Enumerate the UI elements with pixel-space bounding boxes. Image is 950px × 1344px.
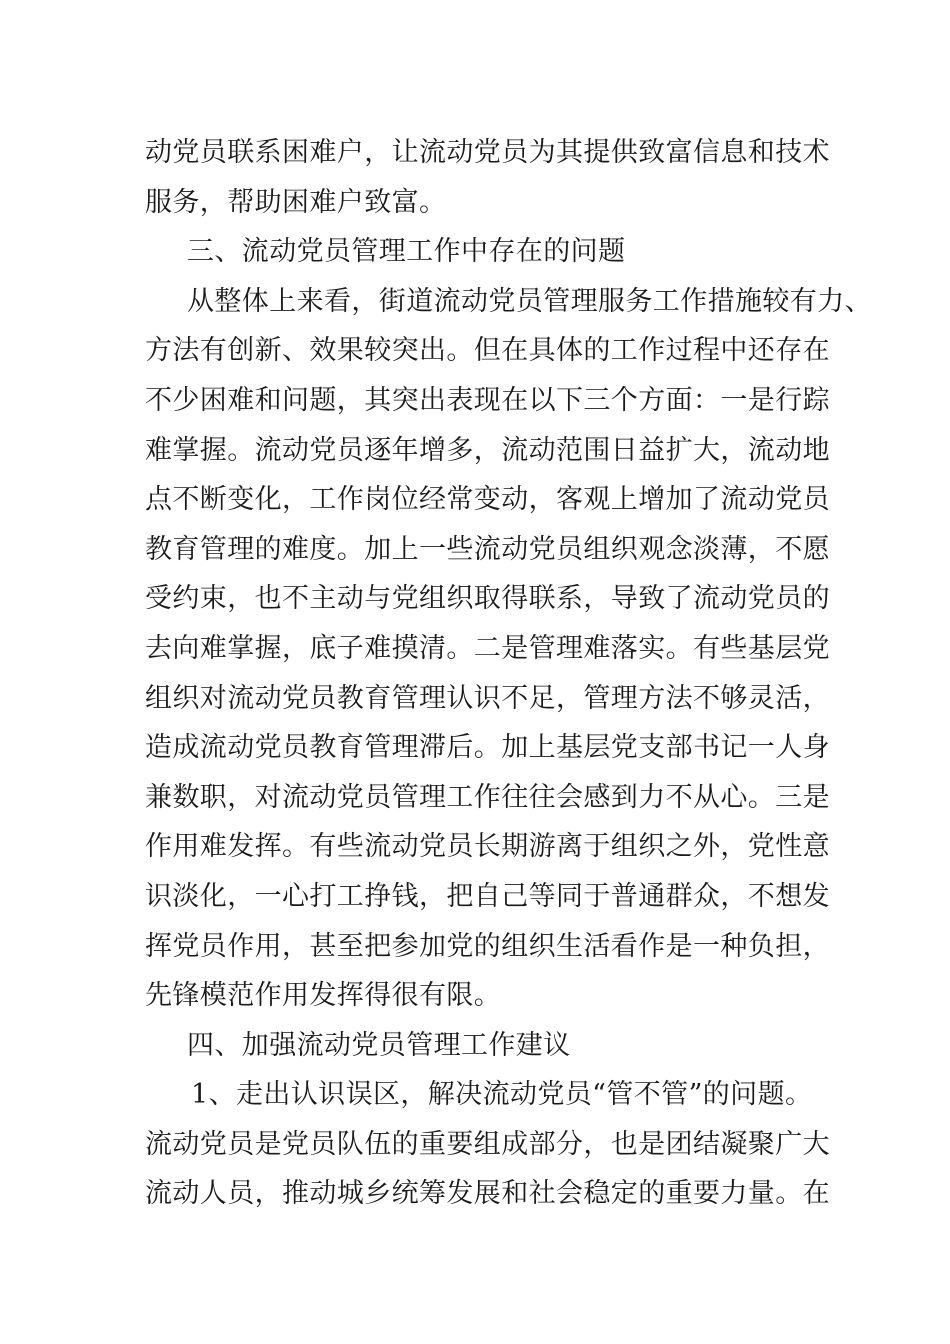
paragraph-line: 服务，帮助困难户致富。 [145,186,447,218]
paragraph-line: 识淡化，一心打工挣钱，把自己等同于普通群众，不想发 [145,880,830,912]
paragraph-line: 难掌握。流动党员逐年增多，流动范围日益扩大，流动地 [145,434,830,466]
subsection-heading-1: 1、走出认识误区，解决流动党员“管不管”的问题。 [191,1079,813,1111]
paragraph-line: 从整体上来看，街道流动党员管理服务工作措施较有力、 [187,285,872,317]
paragraph-line: 造成流动党员教育管理滞后。加上基层党支部书记一人身 [145,732,830,764]
body-text [145,128,872,1219]
paragraph-line: 去向难掌握，底子难摸清。二是管理难落实。有些基层党 [145,632,830,664]
paragraph-line: 兼数职，对流动党员管理工作往往会感到力不从心。三是 [145,781,830,813]
section-heading-4: 四、加强流动党员管理工作建议 [187,1029,571,1061]
paragraph-line: 组织对流动党员教育管理认识不足，管理方法不够灵活， [145,682,830,714]
paragraph-line: 流动党员是党员队伍的重要组成部分，也是团结凝聚广大 [145,1128,830,1160]
paragraph-line: 不少困难和问题，其突出表现在以下三个方面：一是行踪 [145,384,830,416]
paragraph-line: 动党员联系困难户，让流动党员为其提供致富信息和技术 [145,137,830,168]
paragraph-line: 先锋模范作用发挥得很有限。 [145,980,502,1012]
paragraph-line: 挥党员作用，甚至把参加党的组织生活看作是一种负担， [145,930,830,962]
paragraph-line: 受约束，也不主动与党组织取得联系，导致了流动党员的 [145,583,830,615]
paragraph-line: 点不断变化，工作岗位经常变动，客观上增加了流动党员 [145,484,830,516]
paragraph-line: 流动人员，推动城乡统筹发展和社会稳定的重要力量。在 [145,1178,830,1210]
section-heading-3: 三、流动党员管理工作中存在的问题 [187,236,626,268]
paragraph-line: 作用难发挥。有些流动党员长期游离于组织之外，党性意 [145,831,830,863]
paragraph-line: 方法有创新、效果较突出。但在具体的工作过程中还存在 [145,335,830,367]
paragraph-line: 教育管理的难度。加上一些流动党员组织观念淡薄，不愿 [145,533,830,565]
